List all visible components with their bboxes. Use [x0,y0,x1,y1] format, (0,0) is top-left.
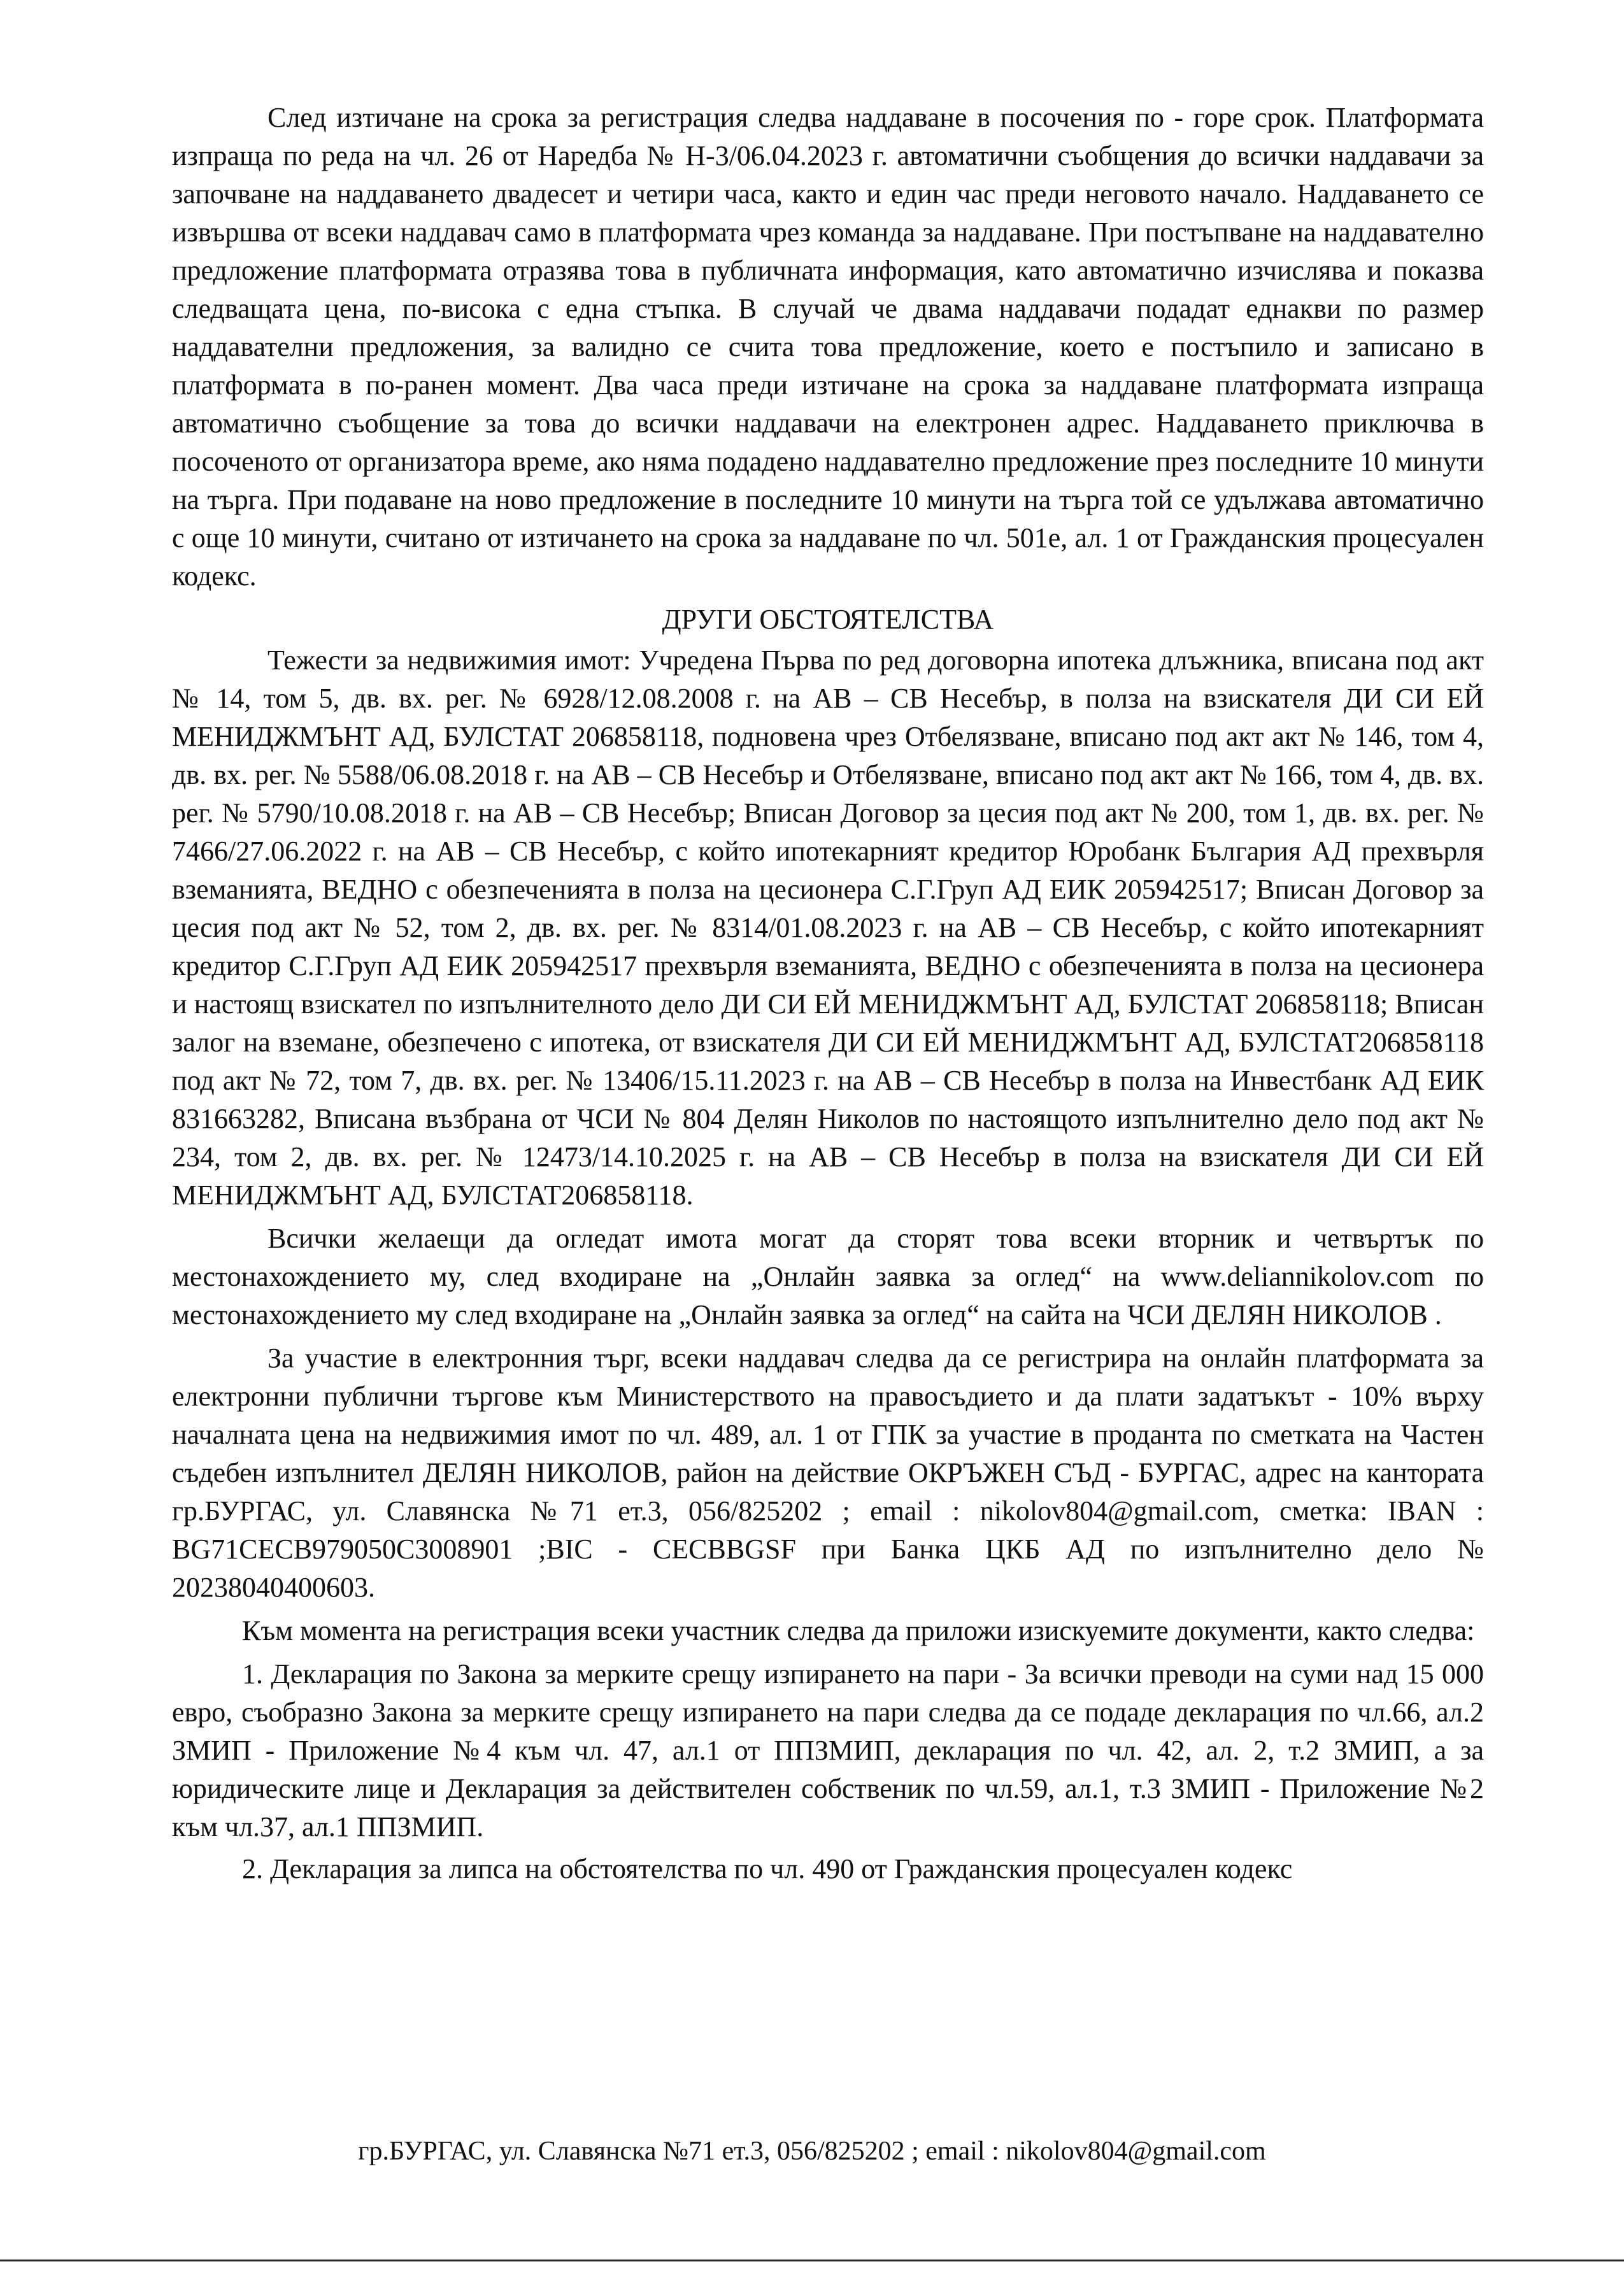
paragraph-participation-deposit: За участие в електронния търг, всеки наддавач следва да се регистрира на онлайн платформата за електронни публични търгове към Министерството на правосъдието и да плати задатъкът - 10% върху началната цена на недвижимия имот по чл. 489, ал. 1 от ГПК за участие в проданта по сметката на Частен съдебен изпълнител ДЕЛЯН НИКОЛОВ, район на действие ОКРЪЖЕН СЪД - БУРГАС, адрес на кантората гр.БУРГАС, ул. Славянска №71 ет.3, 056/825202 ; email : nikolov804@gmail.com, сметка: IBAN : BG71CECB979050C3008901 ;BIC - CECBBGSF при Банка ЦКБ АД по изпълнително дело № 20238040400603. [172,1342,1484,1603]
section-heading-other-circumstances: ДРУГИ ОБСТОЯТЕЛСТВА [662,604,994,635]
document-page [172,99,1484,1892]
paragraph-viewing: Всички желаещи да огледат имота могат да сторят това всеки вторник и четвъртък по местонахождението му, след входиране на „Онлайн заявка за оглед“ на www.deliannikolov.com по местонахождението му след входиране на „Онлайн заявка за оглед“ на сайта на ЧСИ ДЕЛЯН НИКОЛОВ . [172,1223,1484,1330]
paragraph-bidding-rules: След изтичане на срока за регистрация следва наддаване в посочения по - горе срок. Платформата изпраща по реда на чл. 26 от Наредба № Н-3/06.04.2023 г. автоматични съобщения до всички наддавачи за започване на наддаването двадесет и четири часа, както и един час преди неговото начало. Наддаването се извършва от всеки наддавач само в платформата чрез команда за наддаване. При постъпване на наддавателно предложение платформата отразява това в публичната информация, като автоматично изчислява и показва следващата цена, по-висока с една стъпка. В случай че двама наддавачи подадат еднакви по размер наддавателни предложения, за валидно се счита това предложение, което е постъпило и записано в платформата в по-ранен момент. Два часа преди изтичане на срока за наддаване платформата изпраща автоматично съобщение за това до всички наддавачи на електронен адрес. Наддаването приключва в посоченото от организатора време, ако няма подадено наддавателно предложение през последните 10 минути на търга. При подаване на ново предложение в последните 10 минути на търга той се удължава автоматично с още 10 минути, считано от изтичането на срока за наддаване по чл. 501е, ал. 1 от Гражданския процесуален кодекс. [172,102,1484,592]
footer-address: гр.БУРГАС, ул. Славянска №71 ет.3, 056/825202 ; email : nikolov804@gmail.com [358,2137,1266,2166]
paragraph-required-documents: Към момента на регистрация всеки участник следва да приложи изискуемите документи, както следва: [242,1615,1475,1646]
list-item-aml-declaration: 1. Декларация по Закона за мерките срещу изпирането на пари - За всички преводи на суми над 15 000 евро, съобразно Закона за мерките срещу изпирането на пари следва да се подаде декларация по чл.66, ал.2 ЗМИП - Приложение №4 към чл. 47, ал.1 от ППЗМИП, декларация по чл. 42, ал. 2, т.2 ЗМИП, а за юридическите лице и Декларация за действителен собственик по чл.59, ал.1, т.3 ЗМИП - Приложение №2 към чл.37, ал.1 ППЗМИП. [172,1658,1484,1842]
bottom-divider [0,2260,1624,2261]
list-item-art490-declaration: 2. Декларация за липса на обстоятелства по чл. 490 от Гражданския процесуален кодекс [242,1853,1293,1884]
paragraph-encumbrances: Тежести за недвижимия имот: Учредена Първа по ред договорна ипотека длъжника, вписана под акт № 14, том 5, дв. вх. рег. № 6928/12.08.2008 г. на АВ – СВ Несебър, в полза на взискателя ДИ СИ ЕЙ МЕНИДЖМЪНТ АД, БУЛСТАТ 206858118, подновена чрез Отбелязване, вписано под акт акт № 146, том 4, дв. вх. рег. № 5588/06.08.2018 г. на АВ – СВ Несебър и Отбелязване, вписано под акт акт № 166, том 4, дв. вх. рег. № 5790/10.08.2018 г. на АВ – СВ Несебър; Вписан Договор за цесия под акт № 200, том 1, дв. вх. рег. № 7466/27.06.2022 г. на АВ – СВ Несебър, с който ипотекарният кредитор Юробанк България АД прехвърля вземанията, ВЕДНО с обезпеченията в полза на цесионера С.Г.Груп АД ЕИК 205942517; Вписан Договор за цесия под акт № 52, том 2, дв. вх. рег. № 8314/01.08.2023 г. на АВ – СВ Несебър, с който ипотекарният кредитор С.Г.Груп АД ЕИК 205942517 прехвърля вземанията, ВЕДНО с обезпеченията в полза на цесионера и настоящ взискател по изпълнителното дело ДИ СИ ЕЙ МЕНИДЖМЪНТ АД, БУЛСТАТ 206858118; Вписан залог на вземане, обезпечено с ипотека, от взискателя ДИ СИ ЕЙ МЕНИДЖМЪНТ АД, БУЛСТАТ206858118 под акт № 72, том 7, дв. вх. рег. № 13406/15.11.2023 г. на АВ – СВ Несебър в полза на Инвестбанк АД ЕИК 831663282, Вписана възбрана от ЧСИ № 804 Делян Николов по настоящото изпълнително дело под акт № 234, том 2, дв. вх. рег. № 12473/14.10.2025 г. на АВ – СВ Несебър в полза на взискателя ДИ СИ ЕЙ МЕНИДЖМЪНТ АД, БУЛСТАТ206858118. [172,644,1484,1211]
